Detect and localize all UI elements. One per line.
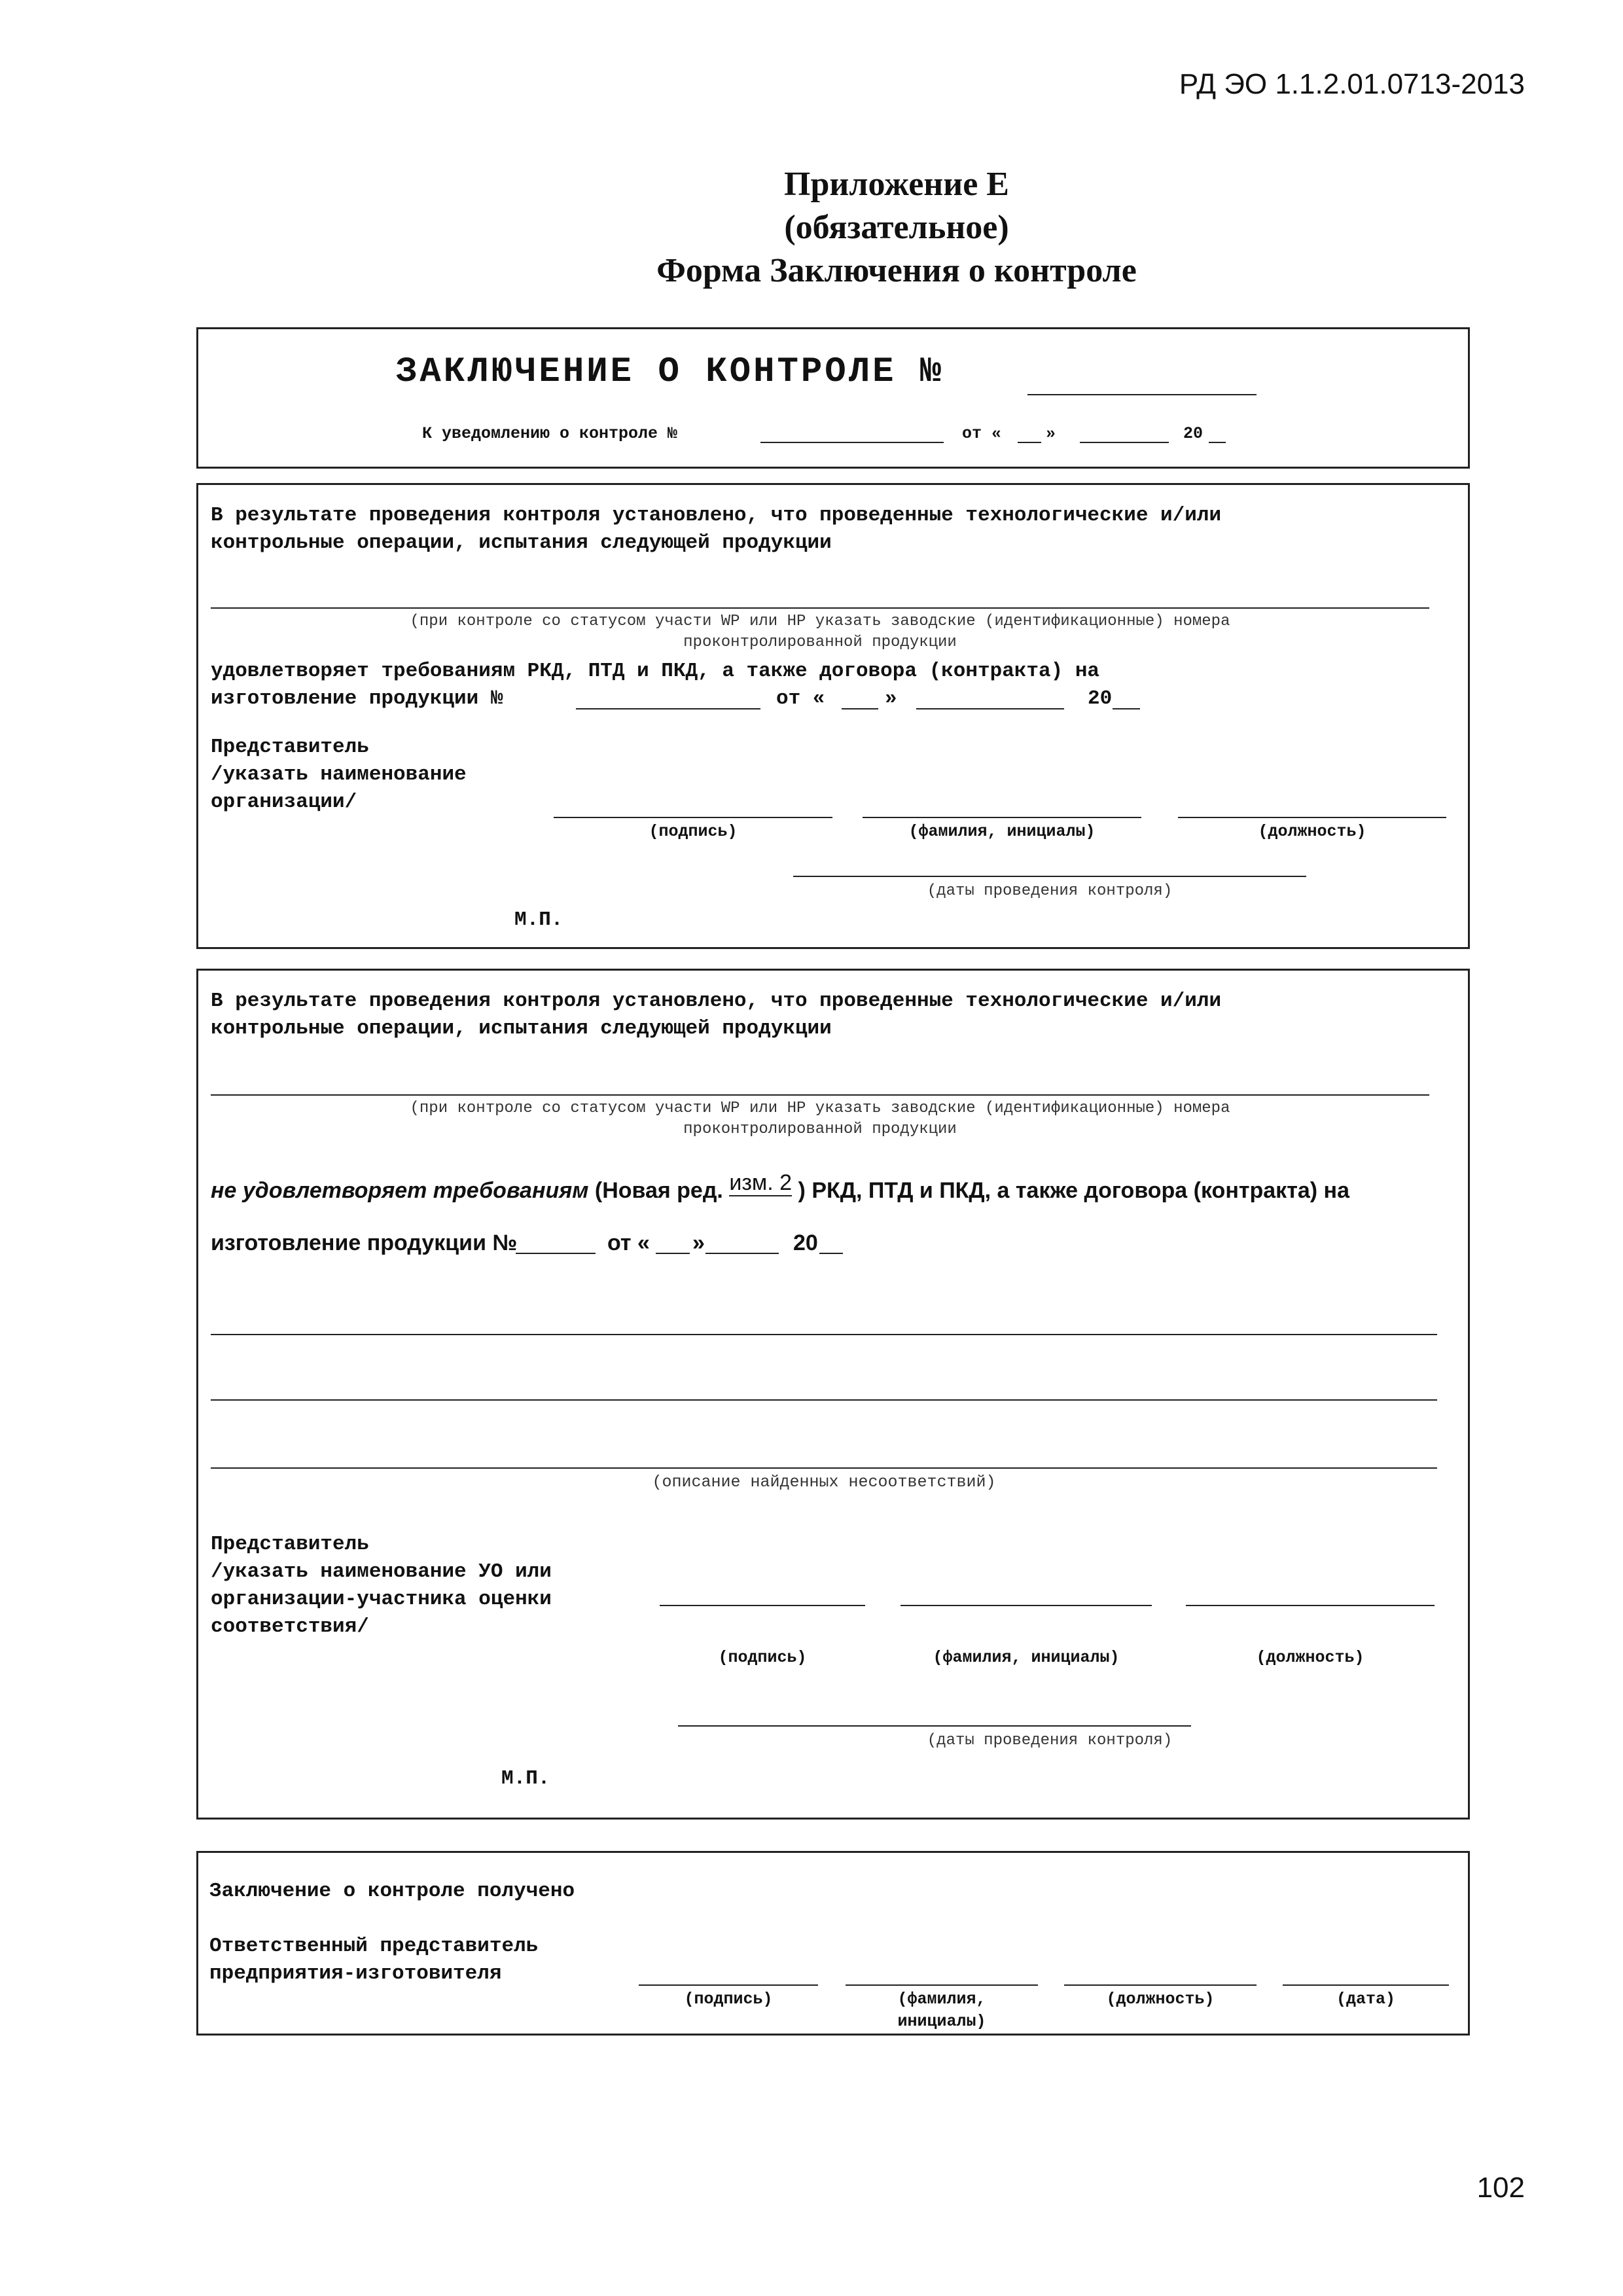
nc-signature-caption: (подпись)	[718, 1648, 807, 1667]
nc-contract-year-field[interactable]	[819, 1253, 843, 1254]
name-field[interactable]	[863, 817, 1141, 818]
nc-signature-field[interactable]	[660, 1605, 865, 1606]
product-ids-hint-line1: (при контроле со статусом участи WP или HP указать заводские (идентификационные) номера	[410, 613, 1230, 630]
contract-year-prefix: 20	[1088, 687, 1113, 710]
received-date-field[interactable]	[1283, 1984, 1449, 1986]
received-name-caption-line1: (фамилия,	[897, 1990, 986, 2009]
nc-stamp-placeholder: М.П.	[501, 1767, 550, 1790]
received-signature-field[interactable]	[639, 1984, 818, 1986]
received-position-field[interactable]	[1064, 1984, 1257, 1986]
received-name-field[interactable]	[846, 1984, 1038, 1986]
received-signature-caption: (подпись)	[684, 1990, 773, 2009]
nc-name-field[interactable]	[901, 1605, 1152, 1606]
notice-day-field[interactable]	[1018, 442, 1041, 443]
nc-product-ids-hint-line2: проконтролированной продукции	[683, 1121, 957, 1138]
section-nonconformity-box	[196, 969, 1470, 1820]
contract-from-label: от «	[776, 687, 825, 710]
nc-product-ids-field[interactable]	[211, 1094, 1429, 1096]
received-position-caption: (должность)	[1106, 1990, 1215, 2009]
nc-statement-line	[211, 1170, 1349, 1204]
notice-number-label: К уведомлению о контроле №	[422, 424, 678, 443]
representative-hint-line1: /указать наименование	[211, 763, 467, 786]
appendix-subject: Форма Заключения о контроле	[656, 252, 1137, 289]
position-field[interactable]	[1178, 817, 1446, 818]
nonconformity-line-2[interactable]	[211, 1399, 1437, 1401]
received-title: Заключение о контроле получено	[209, 1880, 575, 1903]
notice-year-field[interactable]	[1209, 442, 1226, 443]
nc-product-number-label: изготовление продукции №	[211, 1230, 518, 1255]
notice-from-label: от «	[962, 424, 1002, 443]
nc-representative-hint-line2: организации-участника оценки	[211, 1588, 552, 1611]
conclusion-number-field[interactable]	[1027, 394, 1257, 395]
responsible-rep-label: Ответственный представитель	[209, 1935, 539, 1958]
nc-representative-label: Представитель	[211, 1533, 369, 1556]
notice-quote-close: »	[1046, 424, 1056, 443]
nc-position-field[interactable]	[1186, 1605, 1435, 1606]
product-number-field[interactable]	[576, 708, 760, 709]
contract-quote-close: »	[885, 687, 897, 710]
contract-day-field[interactable]	[842, 708, 878, 709]
appendix-title: Приложение Е	[784, 166, 1009, 203]
complies-statement: удовлетворяет требованиям РКД, ПТД и ПКД, а также договора (контракта) на	[211, 660, 1100, 683]
appendix-status: (обязательное)	[784, 209, 1009, 246]
signature-field[interactable]	[554, 817, 832, 818]
representative-hint-line2: организации/	[211, 791, 357, 814]
nc-control-dates-caption: (даты проведения контроля)	[927, 1732, 1173, 1749]
nc-contract-from-label: от «	[607, 1230, 650, 1255]
notice-year-prefix: 20	[1183, 424, 1204, 443]
result-statement-line2: контрольные операции, испытания следующей продукции	[211, 531, 832, 554]
nc-representative-hint-line1: /указать наименование УО или	[211, 1560, 552, 1583]
nonconformity-line-3[interactable]	[211, 1467, 1437, 1469]
control-dates-field[interactable]	[793, 876, 1306, 877]
product-ids-hint-line2: проконтролированной продукции	[683, 634, 957, 651]
contract-year-field[interactable]	[1113, 708, 1140, 709]
revision-prefix: (Новая ред.	[594, 1178, 723, 1203]
nc-result-statement-line1: В результате проведения контроля установлено, что проведенные технологические и/или	[211, 990, 1222, 1013]
nc-control-dates-field[interactable]	[678, 1725, 1191, 1727]
nc-product-ids-hint-line1: (при контроле со статусом участи WP или HP указать заводские (идентификационные) номера	[410, 1100, 1230, 1117]
received-name-caption-line2: инициалы)	[897, 2012, 986, 2031]
received-date-caption: (дата)	[1336, 1990, 1395, 2009]
stamp-placeholder: М.П.	[514, 908, 563, 931]
nc-position-caption: (должность)	[1256, 1648, 1364, 1667]
page-number: 102	[1476, 2172, 1525, 2204]
contract-month-field[interactable]	[916, 708, 1064, 709]
nc-product-number-field[interactable]	[516, 1253, 596, 1254]
product-ids-field[interactable]	[211, 607, 1429, 609]
result-statement-line1: В результате проведения контроля установлено, что проведенные технологические и/или	[211, 504, 1222, 527]
nonconformity-caption: (описание найденных несоответствий)	[652, 1473, 996, 1492]
nonconformity-line-1[interactable]	[211, 1334, 1437, 1335]
notice-number-field[interactable]	[760, 442, 944, 443]
nc-contract-quote-close: »	[692, 1230, 705, 1255]
form-title: ЗАКЛЮЧЕНИЕ О КОНТРОЛЕ №	[396, 352, 944, 392]
form-header-box	[196, 327, 1470, 469]
product-number-label: изготовление продукции №	[211, 687, 503, 710]
nc-name-caption: (фамилия, инициалы)	[933, 1648, 1120, 1667]
revision-suffix: ) РКД, ПТД и ПКД, а также договора (контракта) на	[798, 1178, 1349, 1203]
revision-mark: изм. 2	[729, 1170, 793, 1195]
nc-result-statement-line2: контрольные операции, испытания следующей продукции	[211, 1017, 832, 1040]
representative-label: Представитель	[211, 736, 369, 759]
name-caption: (фамилия, инициалы)	[908, 822, 1096, 841]
control-dates-caption: (даты проведения контроля)	[927, 882, 1173, 900]
notice-month-field[interactable]	[1080, 442, 1169, 443]
signature-caption: (подпись)	[649, 822, 738, 841]
nc-representative-hint-line3: соответствия/	[211, 1615, 369, 1638]
nc-contract-year-prefix: 20	[793, 1230, 818, 1255]
nc-contract-month-field[interactable]	[705, 1253, 779, 1254]
position-caption: (должность)	[1258, 822, 1366, 841]
nc-contract-day-field[interactable]	[656, 1253, 690, 1254]
manufacturer-label: предприятия-изготовителя	[209, 1962, 502, 1985]
document-code: РД ЭО 1.1.2.01.0713-2013	[1179, 68, 1525, 100]
not-complies-text: не удовлетворяет требованиям	[211, 1178, 589, 1203]
